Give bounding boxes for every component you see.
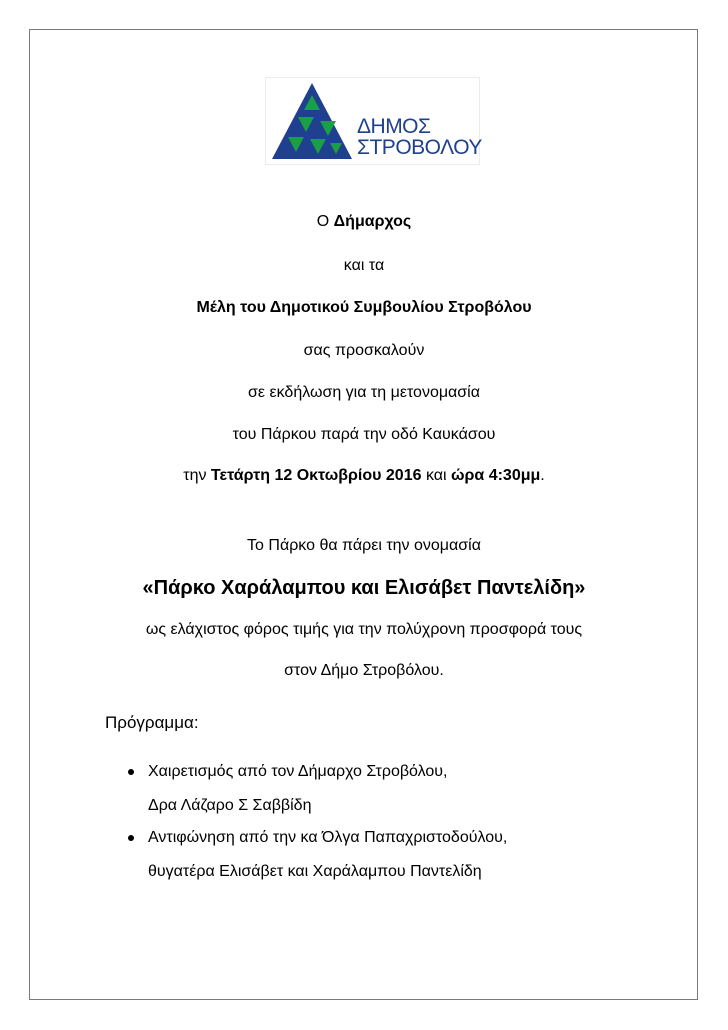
- bullet-icon: [128, 835, 134, 841]
- invitation-line-council: [0, 298, 728, 318]
- invitation-line-event: σε εκδήλωση για τη μετονομασία: [248, 384, 480, 401]
- program-heading: Πρόγραμμα:: [105, 713, 199, 732]
- program-item-line2: θυγατέρα Ελισάβετ και Χαράλαμπου Παντελίδη: [148, 863, 482, 880]
- municipality-logo: [265, 77, 480, 165]
- invitation-line-datetime: [0, 466, 728, 486]
- bullet-icon: [128, 769, 134, 775]
- logo-text-line2: ΣΤΡΟΒΟΛΟΥ: [357, 136, 482, 159]
- invitation-line-invite: σας προσκαλούν: [303, 342, 425, 359]
- tribute-line-2: στον Δήμο Στροβόλου.: [284, 662, 444, 679]
- program-item-line1: Χαιρετισμός από τον Δήμαρχο Στροβόλου,: [148, 763, 448, 780]
- program-item-line2: Δρα Λάζαρο Σ Σαββίδη: [148, 797, 312, 814]
- text-period: .: [540, 467, 545, 484]
- text-prefix: Ο: [316, 213, 334, 230]
- text-prefix: την: [183, 467, 211, 484]
- program-item-line1: Αντιφώνηση από την κα Όλγα Παπαχριστοδούλου,: [148, 829, 508, 846]
- logo-text-line1: ΔΗΜΟΣ: [357, 115, 431, 138]
- park-name-headline: «Πάρκο Χαράλαμπου και Ελισάβετ Παντελίδη»: [142, 577, 586, 599]
- council-members: Μέλη του Δημοτικού Συμβουλίου Στροβόλου: [196, 299, 532, 316]
- mayor-title: Δήμαρχος: [333, 213, 412, 230]
- invitation-line-mayor: [0, 212, 728, 232]
- invitation-line-and: και τα: [343, 257, 385, 274]
- event-date: Τετάρτη 12 Οκτωβρίου 2016: [210, 467, 422, 484]
- page-border: [29, 29, 698, 1000]
- event-time: ώρα 4:30μμ: [451, 467, 541, 484]
- triangle-logo-icon: [270, 81, 354, 161]
- invitation-line-location: του Πάρκου παρά την οδό Καυκάσου: [232, 426, 496, 443]
- naming-intro: Το Πάρκο θα πάρει την ονομασία: [247, 537, 481, 554]
- text-and: και: [421, 467, 451, 484]
- tribute-line-1: ως ελάχιστος φόρος τιμής για την πολύχρονη προσφορά τους: [145, 621, 583, 638]
